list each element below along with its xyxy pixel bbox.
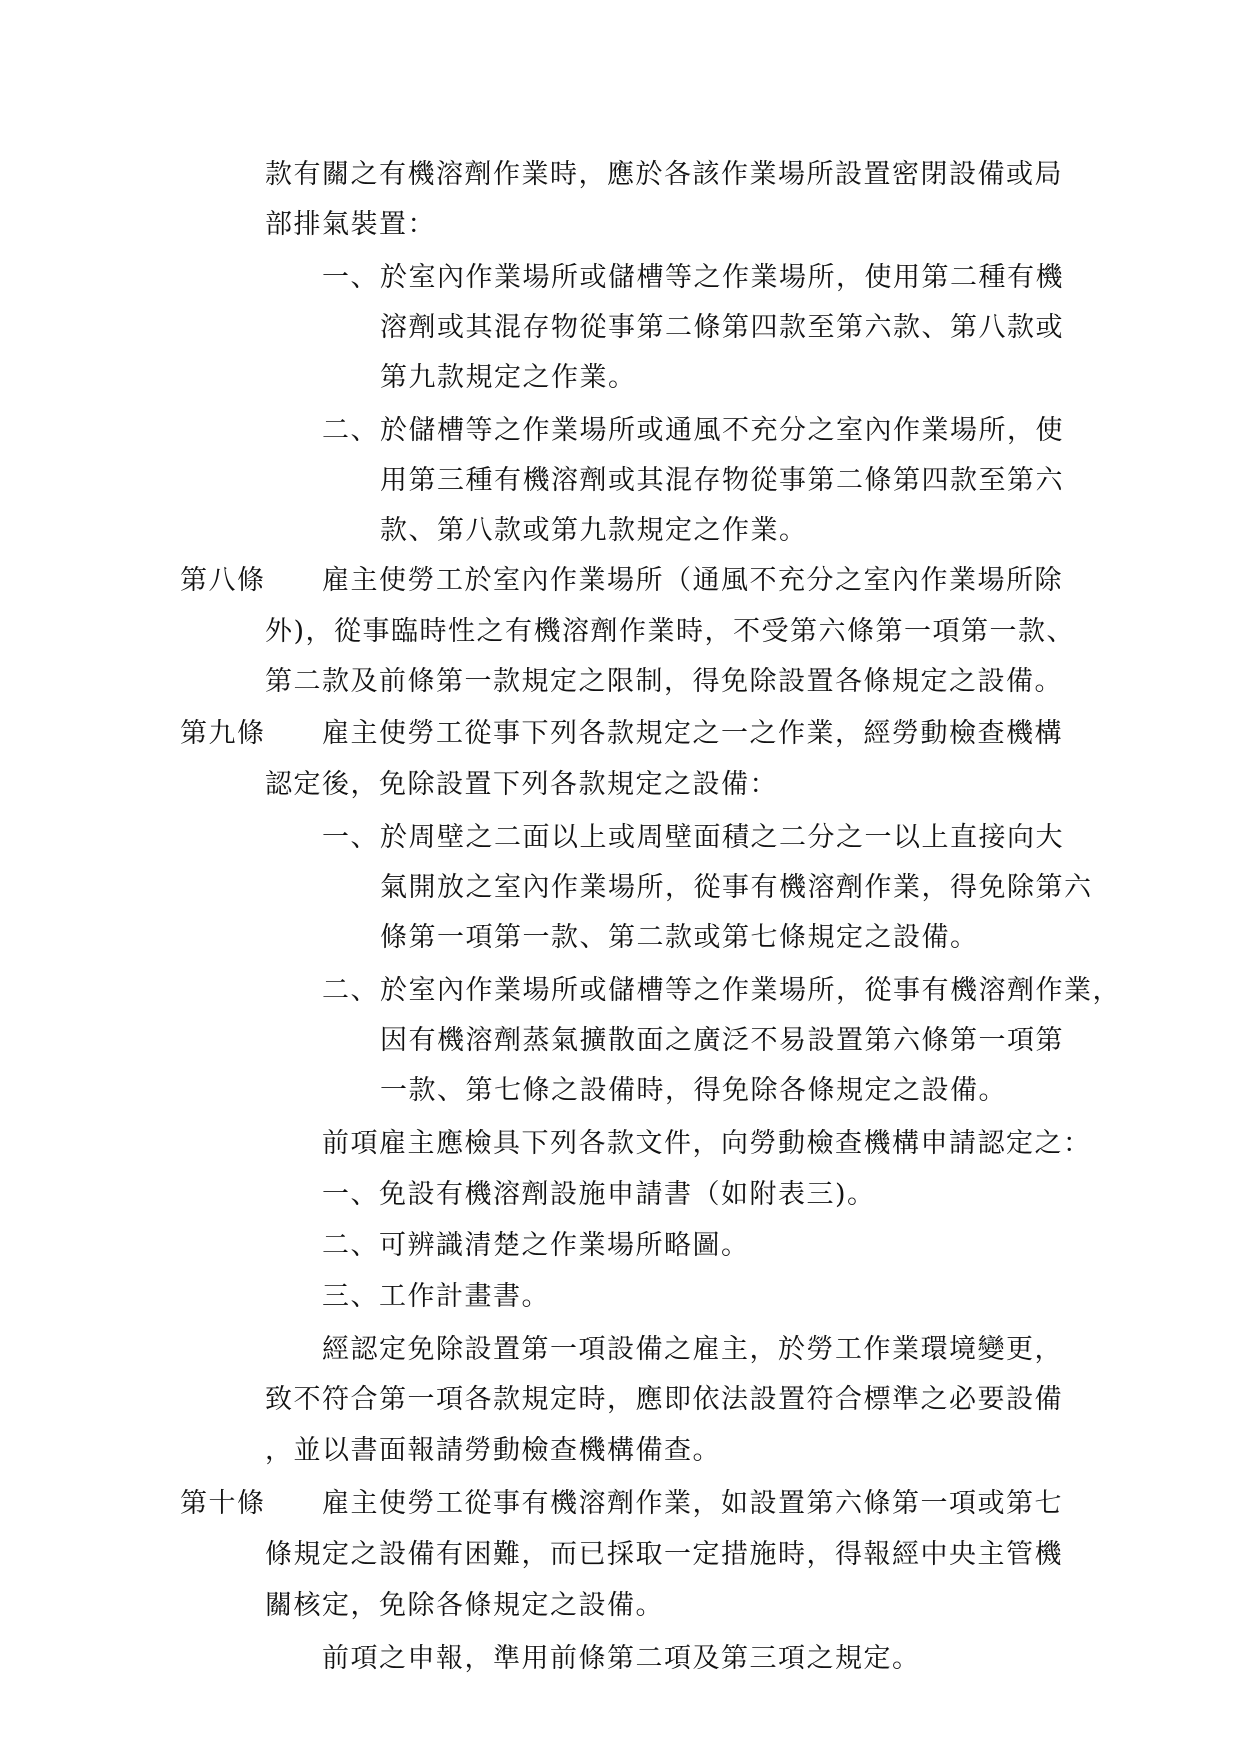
article-line: 條規定之設備有困難，而已採取一定措施時，得報經中央主管機 <box>265 1539 1063 1570</box>
item-number: 二、 <box>322 415 379 446</box>
item-line: 一款、第七條之設備時，得免除各條規定之設備。 <box>380 1075 1007 1106</box>
item-line: 於室內作業場所或儲槽等之作業場所，從事有機溶劑作業， <box>380 975 1121 1006</box>
article-line: 外)，從事臨時性之有機溶劑作業時，不受第六條第一項第一款、 <box>265 616 1076 647</box>
item-number: 一、 <box>322 822 379 853</box>
item-line: 因有機溶劑蒸氣擴散面之廣泛不易設置第六條第一項第 <box>380 1025 1064 1056</box>
article-line: 第二款及前條第一款規定之限制，得免除設置各條規定之設備。 <box>265 666 1063 697</box>
item-line: 於室內作業場所或儲槽等之作業場所，使用第二種有機 <box>380 262 1064 293</box>
paragraph-line: 前項之申報，準用前條第二項及第三項之規定。 <box>322 1643 921 1674</box>
article-line: 雇主使勞工於室內作業場所（通風不充分之室內作業場所除 <box>322 565 1063 596</box>
item-number: 二、 <box>322 975 379 1006</box>
item-line: 氣開放之室內作業場所，從事有機溶劑作業，得免除第六 <box>380 872 1093 903</box>
doc-item: 一、免設有機溶劑設施申請書（如附表三)。 <box>322 1179 876 1210</box>
paragraph-line: 致不符合第一項各款規定時，應即依法設置符合標準之必要設備 <box>265 1384 1063 1415</box>
article-line: 雇主使勞工從事下列各款規定之一之作業，經勞動檢查機構 <box>322 718 1063 749</box>
item-line: 用第三種有機溶劑或其混存物從事第二條第四款至第六 <box>380 465 1064 496</box>
article-label: 第十條 <box>180 1488 266 1519</box>
paragraph-line: ，並以書面報請勞動檢查機構備查。 <box>265 1435 721 1466</box>
item-line: 於周壁之二面以上或周壁面積之二分之一以上直接向大 <box>380 822 1064 853</box>
article-line: 關核定，免除各條規定之設備。 <box>265 1590 664 1621</box>
paragraph-line: 部排氣裝置： <box>265 209 436 240</box>
article-line: 雇主使勞工從事有機溶劑作業，如設置第六條第一項或第七 <box>322 1488 1063 1519</box>
paragraph-line: 前項雇主應檢具下列各款文件，向勞動檢查機構申請認定之： <box>322 1128 1092 1159</box>
article-label: 第九條 <box>180 718 266 749</box>
item-line: 於儲槽等之作業場所或通風不充分之室內作業場所，使 <box>380 415 1064 446</box>
item-line: 款、第八款或第九款規定之作業。 <box>380 515 808 546</box>
doc-item: 三、工作計畫書。 <box>322 1281 550 1312</box>
article-label: 第八條 <box>180 565 266 596</box>
doc-item: 二、可辨識清楚之作業場所略圖。 <box>322 1230 750 1261</box>
item-line: 溶劑或其混存物從事第二條第四款至第六款、第八款或 <box>380 312 1064 343</box>
paragraph-line: 經認定免除設置第一項設備之雇主，於勞工作業環境變更， <box>322 1334 1063 1365</box>
item-line: 條第一項第一款、第二款或第七條規定之設備。 <box>380 922 979 953</box>
article-line: 認定後，免除設置下列各款規定之設備： <box>265 769 778 800</box>
paragraph-line: 款有關之有機溶劑作業時，應於各該作業場所設置密閉設備或局 <box>265 159 1063 190</box>
item-line: 第九款規定之作業。 <box>380 362 637 393</box>
item-number: 一、 <box>322 262 379 293</box>
